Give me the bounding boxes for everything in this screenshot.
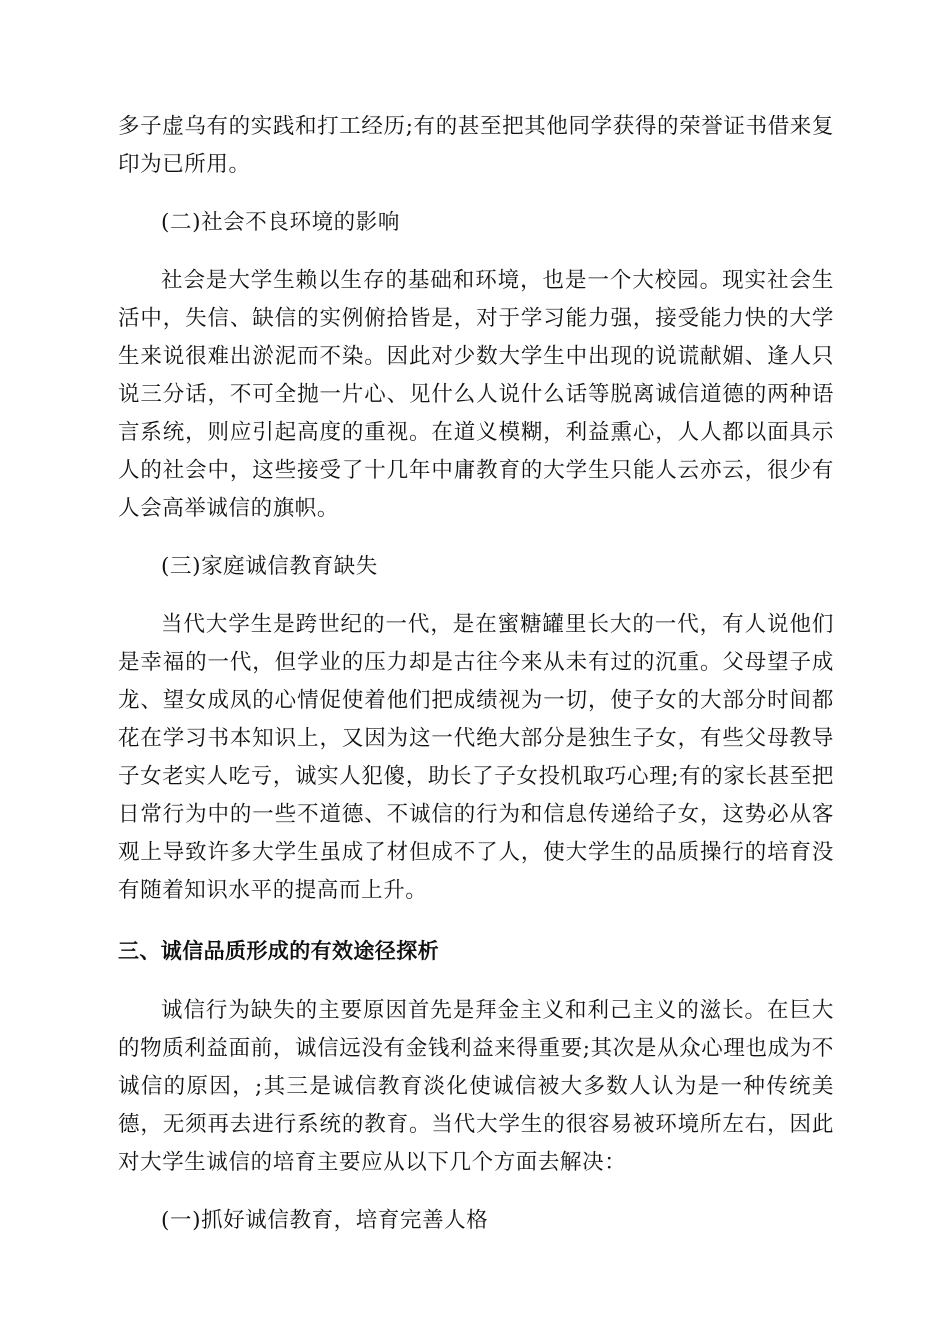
paragraph-continued: 多子虚乌有的实践和打工经历;有的甚至把其他同学获得的荣誉证书借来复印为已所用。: [118, 114, 834, 177]
subheading-family-education: (三)家庭诚信教育缺失: [161, 554, 378, 579]
document-page: [118, 108, 834, 1240]
paragraph-causes: 诚信行为缺失的主要原因首先是拜金主义和利己主义的滋长。在巨大的物质利益面前，诚信远没有金钱利益来得重要;其次是从众心理也成为不诚信的原因，;其三是诚信教育淡化使诚信被大多数人认为是一种传统美德，无须再去进行系统的教育。当代大学生的很容易被环境所左右，因此对大学生诚信的培育主要应从以下几个方面去解决：: [118, 998, 834, 1175]
paragraph-social-environment: 社会是大学生赖以生存的基础和环境，也是一个大校园。现实社会生活中，失信、缺信的实例俯拾皆是，对于学习能力强，接受能力快的大学生来说很难出淤泥而不染。因此对少数大学生中出现的说谎献媚、逢人只说三分话，不可全抛一片心、见什么人说什么话等脱离诚信道德的两种语言系统，则应引起高度的重视。在道义模糊，利益熏心，人人都以面具示人的社会中，这些接受了十几年中庸教育的大学生只能人云亦云，很少有人会高举诚信的旗帜。: [118, 268, 834, 521]
subheading-integrity-education: (一)抓好诚信教育，培育完善人格: [161, 1208, 489, 1233]
section-heading-3: 三、诚信品质形成的有效途径探析: [118, 939, 439, 963]
subheading-social-environment: (二)社会不良环境的影响: [161, 210, 400, 235]
paragraph-family-education: 当代大学生是跨世纪的一代，是在蜜糖罐里长大的一代，有人说他们是幸福的一代，但学业的压力却是古往今来从未有过的沉重。父母望子成龙、望女成凤的心情促使着他们把成绩视为一切，使子女的大部分时间都花在学习书本知识上，又因为这一代绝大部分是独生子女，有些父母教导子女老实人吃亏，诚实人犯傻，助长了子女投机取巧心理;有的家长甚至把日常行为中的一些不道德、不诚信的行为和信息传递给子女，这势必从客观上导致许多大学生虽成了材但成不了人，使大学生的品质操行的培育没有随着知识水平的提高而上升。: [118, 612, 834, 903]
